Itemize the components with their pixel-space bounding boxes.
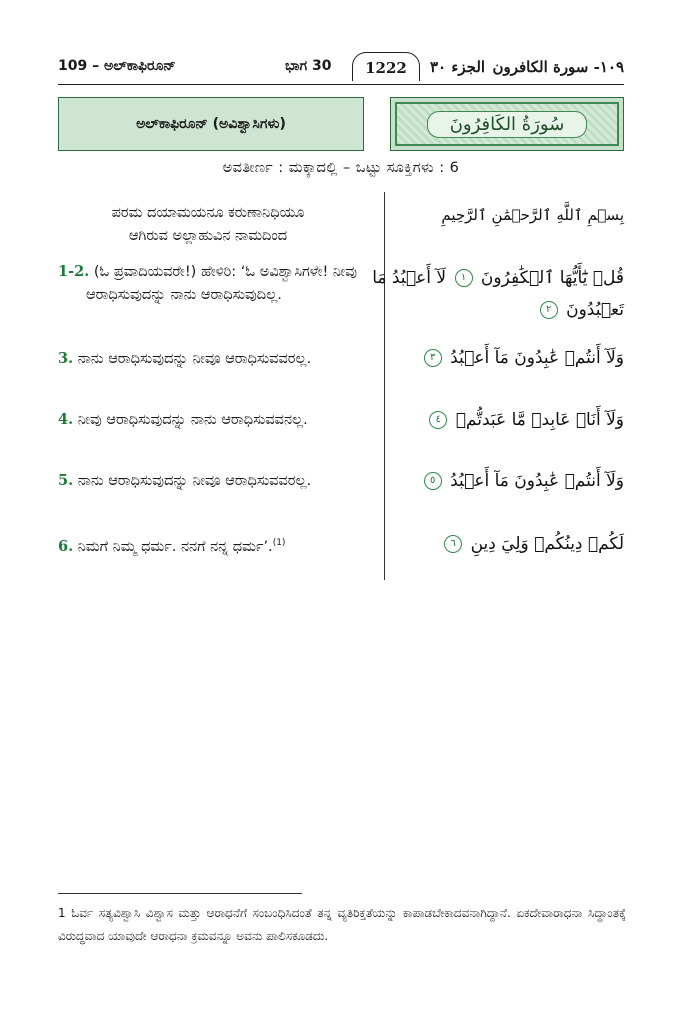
page-number: 1222 <box>352 52 420 81</box>
verse-arabic-text: تَعۡبُدُونَ <box>566 300 624 320</box>
verse-5-kannada <box>58 469 396 493</box>
verse-text: ನಿಮಗೆ ನಿಮ್ಮ ಧರ್ಮ. ನನಗೆ ನನ್ನ ಧರ್ಮ’. <box>77 538 273 555</box>
verse-text: (ಓ ಪ್ರವಾದಿಯವರೇ!) ಹೇಳಿರಿ: ‘ಓ ಅವಿಶ್ವಾಸಿಗಳೇ! ನೀವು ಆರಾಧಿಸುವುದನ್ನು ನಾನು ಆರಾಧಿಸುವುದಿಲ್ಲ. <box>86 264 357 303</box>
verse-text: ನಾನು ಆರಾಧಿಸುವುದನ್ನು ನೀವೂ ಆರಾಧಿಸುವವರಲ್ಲ. <box>77 473 312 489</box>
ayah-end-marker: ٦ <box>444 535 462 553</box>
footnote <box>58 902 626 948</box>
verse-6-kannada <box>58 532 396 559</box>
ayah-end-marker: ٢ <box>540 301 558 319</box>
verse-4-arabic <box>394 410 624 430</box>
verse-number: 5. <box>58 472 74 489</box>
column-divider <box>384 192 385 580</box>
verse-1-2-kannada <box>58 260 396 307</box>
surah-title-arabic-text: سُورَةُ الكَافِرُونَ <box>427 111 588 138</box>
footnote-text: ಓರ್ವ ಸತ್ಯವಿಶ್ವಾಸಿ ವಿಶ್ವಾಸ ಮತ್ತು ಆರಾಧನೆಗೆ ಸಂಬಂಧಿಸಿದಂತೆ ತನ್ನ ವ್ಯತಿರಿಕ್ತತೆಯನ್ನು ಕಾಪಾಡಬೇಕಾದವನಾಗಿದ್ದಾನೆ. ಏಕದೇವಾರಾಧನಾ ಸಿದ್ಧಾಂತಕ್ಕೆ ವಿರುದ್ಧವಾದ ಯಾವುದೇ ಆರಾಧನಾ ಕ್ರಮವನ್ನೂ ಅವನು ಪಾಲಿಸಕೂಡದು. <box>58 906 626 943</box>
verse-text: ನೀವು ಆರಾಧಿಸುವುದನ್ನು ನಾನು ಆರಾಧಿಸುವವನಲ್ಲ. <box>77 412 308 428</box>
verse-4-kannada <box>58 408 396 432</box>
verse-5-arabic <box>394 471 624 491</box>
verse-6-arabic <box>394 534 624 554</box>
verse-arabic-text: لَآ أَعۡبُدُ مَا <box>372 268 447 288</box>
verse-number: 4. <box>58 411 74 428</box>
revelation-info: ಅವತೀರ್ಣ : ಮಕ್ಕಾದಲ್ಲಿ – ಒಟ್ಟು ಸೂಕ್ತಿಗಳು : 6 <box>222 160 460 176</box>
verse-number: 1-2. <box>58 263 90 280</box>
verse-arabic-text: لَكُمۡ دِينُكُمۡ وَلِيَ دِينِ <box>470 534 624 554</box>
ayah-end-marker: ٥ <box>424 472 442 490</box>
verse-number: 3. <box>58 350 74 367</box>
bismillah-kannada-line2: ಆಗಿರುವ ಅಲ್ಲಾಹುವಿನ ನಾಮದಿಂದ <box>128 228 288 244</box>
verse-3-arabic <box>394 348 624 368</box>
bismillah-arabic: بِسۡمِ ٱللَّهِ ٱلرَّحۡمَٰنِ ٱلرَّحِيمِ <box>441 206 624 224</box>
running-header-left: 109 – ಅಲ್‌ಕಾಫಿರೂನ್ <box>58 58 176 74</box>
running-header-right-arabic: ١٠٩- سورة الكافرون <box>492 58 624 76</box>
ayah-end-marker: ٣ <box>424 349 442 367</box>
ayah-end-marker: ٤ <box>429 411 447 429</box>
bismillah-kannada-line1: ಪರಮ ದಯಾಮಯನೂ ಕರುಣಾನಿಧಿಯೂ <box>111 205 305 221</box>
verse-arabic-text: وَلَآ أَنتُمۡ عَٰبِدُونَ مَآ أَعۡبُدُ <box>450 348 624 368</box>
verse-text: ನಾನು ಆರಾಧಿಸುವುದನ್ನು ನೀವೂ ಆರಾಧಿಸುವವರಲ್ಲ. <box>77 351 312 367</box>
header-divider <box>58 84 624 85</box>
ayah-end-marker: ١ <box>455 269 473 287</box>
surah-title-kannada <box>58 97 364 151</box>
verse-arabic-text: وَلَآ أَنتُمۡ عَٰبِدُونَ مَآ أَعۡبُدُ <box>450 471 624 491</box>
verse-number: 6. <box>58 537 74 555</box>
surah-title-arabic <box>390 97 624 151</box>
footnote-divider <box>58 893 302 894</box>
bismillah-kannada <box>58 202 358 248</box>
verse-arabic-text: وَلَآ أَنَا۠ عَابِدٞ مَّا عَبَدتُّمۡ <box>455 410 624 430</box>
footnote-reference: (1) <box>272 538 286 548</box>
surah-title-kannada-text: ಅಲ್‌ಕಾಫಿರೂನ್ (ಅವಿಶ್ವಾಸಿಗಳು) <box>136 116 286 132</box>
juz-number-arabic: الجزء ٣٠ <box>430 58 486 76</box>
verse-3-kannada <box>58 347 396 371</box>
verse-arabic-text: قُلۡ يَٰٓأَيُّهَا ٱلۡكَٰفِرُونَ <box>480 268 624 288</box>
footnote-marker: 1 <box>58 906 66 920</box>
part-number: ಭಾಗ 30 <box>285 58 332 74</box>
ornamental-frame <box>395 102 619 146</box>
verse-1-2-arabic <box>372 262 624 326</box>
